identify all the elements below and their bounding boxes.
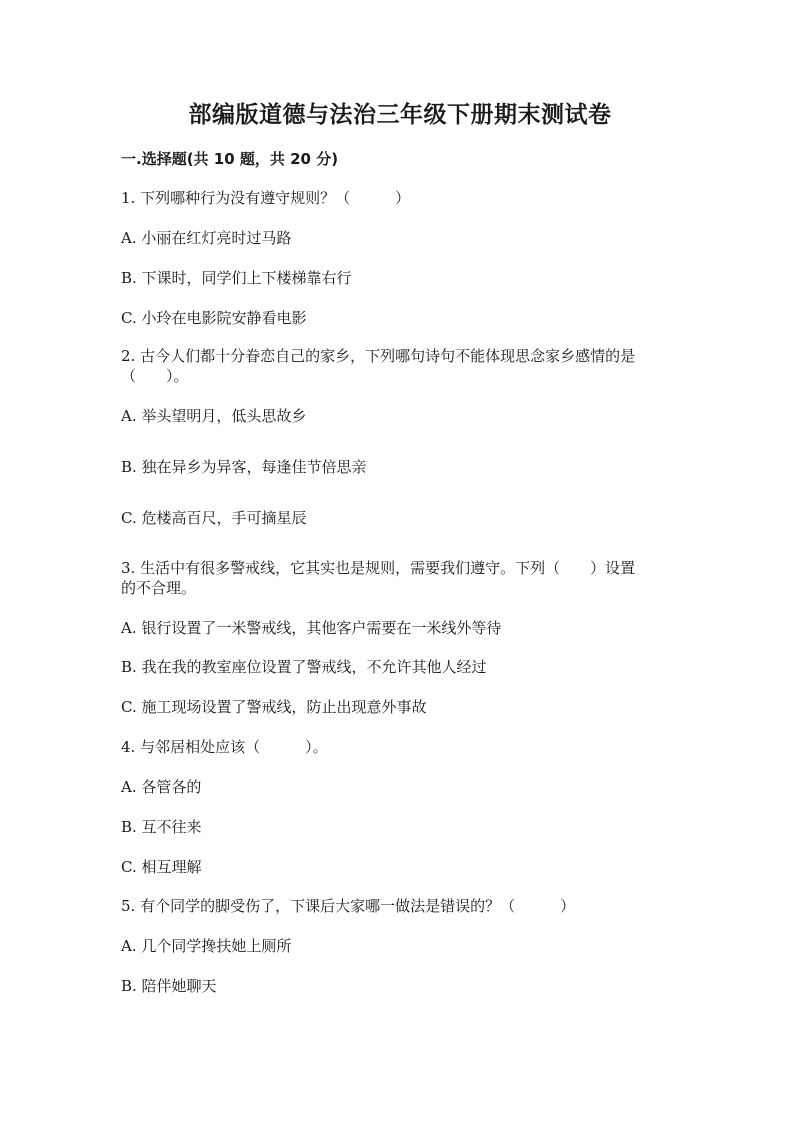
question-2-option-c: C. 危楼高百尺，手可摘星辰 [121, 509, 307, 527]
question-2-option-a: A. 举头望明月，低头思故乡 [121, 407, 307, 425]
page-title: 部编版道德与法治三年级下册期末测试卷 [188, 102, 612, 128]
question-3-stem [121, 558, 681, 598]
question-2-stem [121, 346, 681, 386]
question-4-option-c: C. 相互理解 [121, 858, 202, 876]
question-3-stem-line-2: 的不合理。 [121, 579, 197, 597]
question-1-option-a: A. 小丽在红灯亮时过马路 [121, 229, 292, 247]
question-5-option-a: A. 几个同学搀扶她上厕所 [121, 937, 292, 955]
question-2-option-b: B. 独在异乡为异客，每逢佳节倍思亲 [121, 458, 367, 476]
question-3-option-c: C. 施工现场设置了警戒线，防止出现意外事故 [121, 698, 427, 716]
question-2-stem-line-1: 2. 古今人们都十分眷恋自己的家乡，下列哪句诗句不能体现思念家乡感情的是 [121, 347, 636, 365]
question-3-option-a: A. 银行设置了一米警戒线，其他客户需要在一米线外等待 [121, 619, 502, 637]
question-3-option-b: B. 我在我的教室座位设置了警戒线，不允许其他人经过 [121, 658, 487, 676]
question-1-stem: 1. 下列哪种行为没有遵守规则？（ ） [121, 189, 411, 207]
question-1-option-c: C. 小玲在电影院安静看电影 [121, 309, 307, 327]
question-4-stem: 4. 与邻居相处应该（ ）。 [121, 738, 328, 756]
question-4-option-b: B. 互不往来 [121, 818, 202, 836]
question-2-stem-line-2: （ ）。 [121, 367, 189, 385]
question-4-option-a: A. 各管各的 [121, 778, 202, 796]
question-1-option-b: B. 下课时，同学们上下楼梯靠右行 [121, 269, 352, 287]
question-5-stem: 5. 有个同学的脚受伤了，下课后大家哪一做法是错误的？（ ） [121, 897, 576, 915]
question-3-stem-line-1: 3. 生活中有很多警戒线，它其实也是规则，需要我们遵守。下列（ ）设置 [121, 559, 636, 577]
question-5-option-b: B. 陪伴她聊天 [121, 977, 217, 995]
section-heading: 一.选择题(共 10 题，共 20 分) [121, 150, 339, 168]
